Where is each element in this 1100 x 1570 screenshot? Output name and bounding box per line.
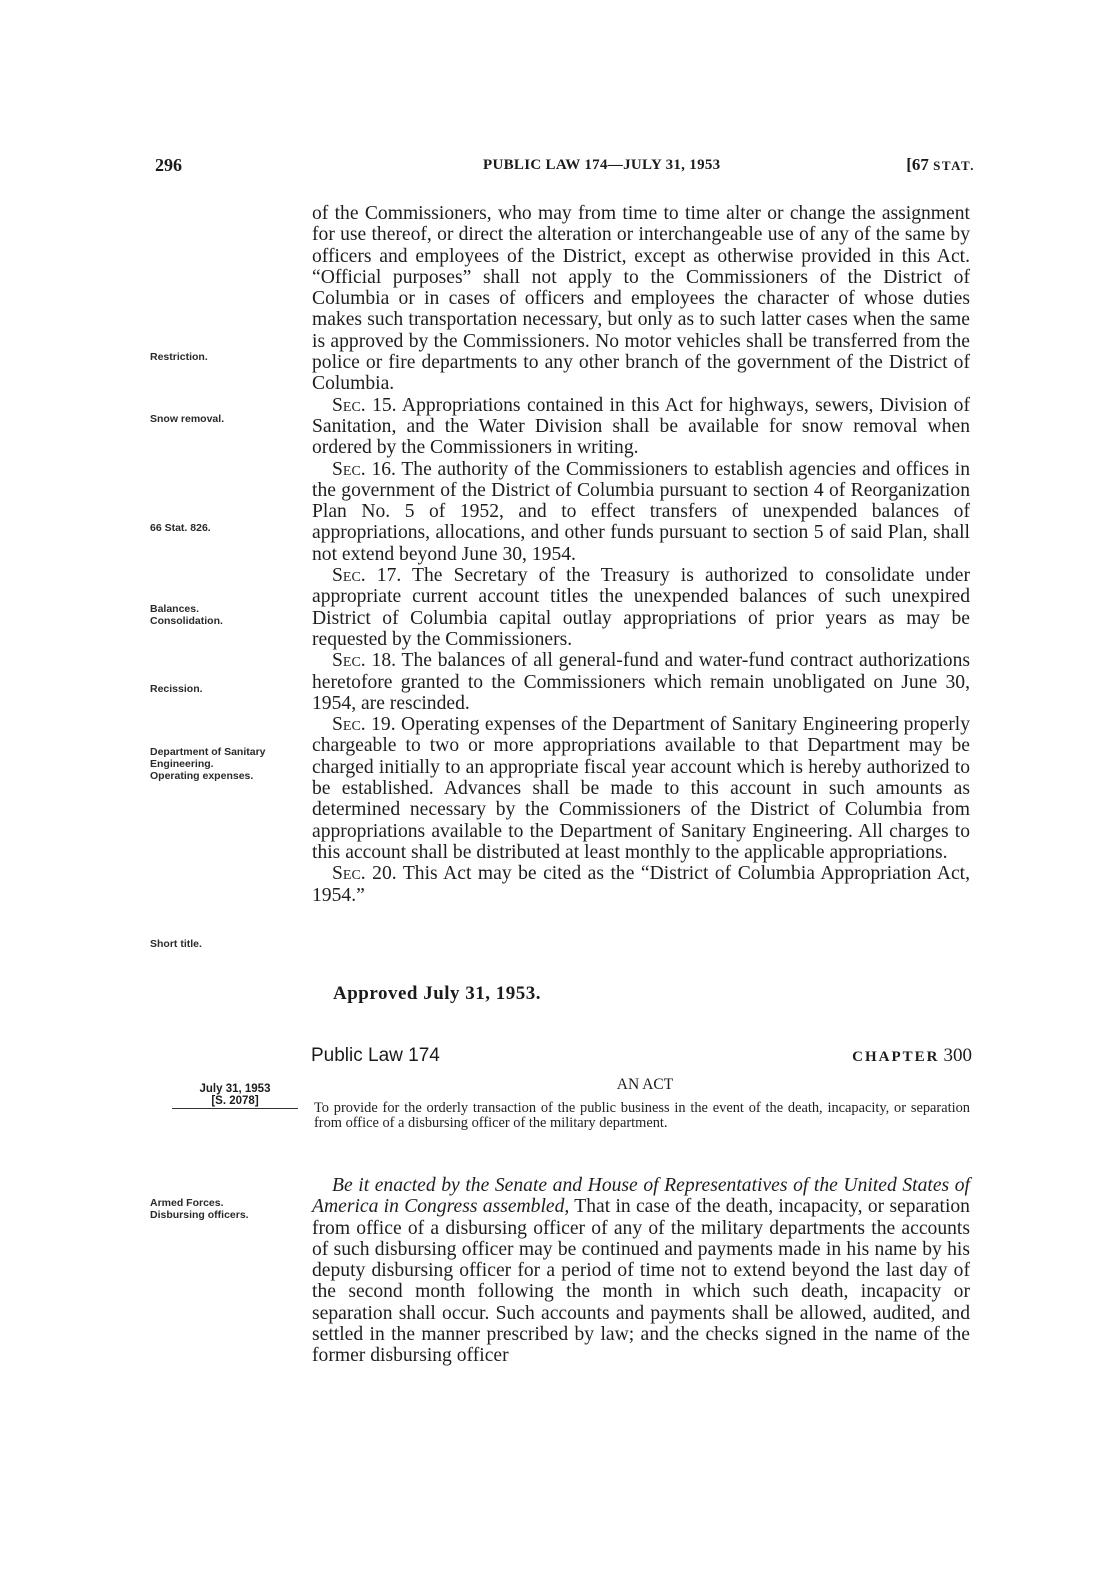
chapter-heading	[852, 1045, 972, 1067]
section-19-label: Sec. 19.	[332, 714, 396, 736]
margin-note-balances	[150, 603, 298, 627]
section-16-text: The authority of the Commissioners to establish agencies and offices in the government of the District of Columbia pursuant to section 4 of Reorganization Plan No. 5 of 1952, and to effect transfers of unexpended balances of appropriations, allocations, and other funds pursuant to section 5 of said Plan, shall not extend beyond June 30, 1954.	[312, 458, 971, 565]
section-20-label: Sec. 20.	[332, 863, 397, 885]
page-number: 296	[155, 155, 182, 175]
statute-reference	[906, 155, 975, 175]
running-header	[155, 155, 975, 179]
act-purpose	[314, 1101, 970, 1131]
enacting-text: That in case of the death, incapacity, or separation from office of a disbursing officer of any of the military departments the accounts of such disbursing officer may be continued and payments made in his name by his deputy disbursing officer for a period of time not to extend beyond the last day of the second month following the month in which such death, incapacity or separation shall occur. Such accounts and payments shall be allowed, audited, and settled in the manner prescribed by law; and the checks signed in the name of the former disbursing officer	[312, 1196, 970, 1367]
act-purpose-text: To provide for the orderly transaction of the public business in the event of the death, incapacity, or separation from office of a disbursing officer of the military department.	[314, 1100, 970, 1131]
bill-number: [S. 2078]	[211, 1095, 259, 1107]
margin-note-recission: Recission.	[150, 683, 203, 695]
margin-note-balances-line: Balances.	[150, 603, 200, 615]
enactment-date: July 31, 1953	[199, 1083, 271, 1095]
section-18-label: Sec. 18.	[332, 650, 397, 672]
section-15-text: Appropriations contained in this Act for highways, sewers, Division of Sanitation, and the Water Division shall be available for snow removal when ordered by the Commissioners in writing.	[312, 394, 971, 459]
public-law-title: Public Law 174	[311, 1045, 440, 1066]
margin-note-consolidation-line: Consolidation.	[150, 615, 223, 627]
section-17-text: The Secretary of the Treasury is authorized to consolidate under appropriate current account titles the unexpended balances of such unexpired District of Columbia capital outlay appropriations of prior years as may be requested by the Commissioners.	[312, 565, 971, 650]
margin-note-armed-forces	[150, 1197, 298, 1221]
running-title: PUBLIC LAW 174—JULY 31, 1953	[483, 157, 721, 173]
enacting-clause: Be it enacted by the Senate and House of Representatives of the United States of America in Congress assembled,	[312, 1175, 970, 1218]
section-17-label: Sec. 17.	[332, 565, 402, 587]
approval-line: Approved July 31, 1953.	[333, 983, 542, 1004]
section-19-text: Operating expenses of the Department of Sanitary Engineering properly chargeable to two or more appropriations available to that Department may be charged initially to an appropriate fiscal year account which is hereby authorized to be established. Advances shall be made to this account in such amounts as determined necessary by the Commissioners of the District of Columbia from appropriations available to the Department of Sanitary Engineering. All charges to this account shall be distributed at least monthly to the applicable appropriations.	[312, 714, 971, 863]
margin-note-operating-expenses: Operating expenses.	[150, 770, 254, 782]
continued-paragraph: of the Commissioners, who may from time to time alter or change the assignment for use thereof, or direct the alteration or interchangeable use of any of the same by officers and employees of the District, except as otherwise provided in this Act. “Official purposes” shall not apply to the Commissioners of the District of Columbia or in cases of officers and employees the character of whose duties makes such transportation necessary, but only as to such latter cases when the same is approved by the Commissioners. No motor vehicles shall be transferred from the police or fire departments to any other branch of the government of the District of Columbia.	[312, 203, 970, 395]
margin-note-dept-sanitary	[150, 746, 298, 782]
section-20	[312, 863, 970, 906]
section-16-label: Sec. 16.	[332, 458, 396, 480]
enactment-date-box	[172, 1083, 298, 1109]
statute-volume: [67	[906, 155, 934, 174]
section-15	[312, 395, 970, 459]
section-20-text: This Act may be cited as the “District of Columbia Appropriation Act, 1954.”	[312, 863, 971, 906]
margin-note-disbursing-officers: Disbursing officers.	[150, 1209, 249, 1221]
margin-note-restriction: Restriction.	[150, 351, 208, 363]
margin-note-stat-ref: 66 Stat. 826.	[150, 522, 211, 534]
new-act-text-block	[312, 1175, 970, 1367]
section-text-block	[312, 203, 970, 906]
section-18	[312, 650, 970, 714]
enacting-paragraph	[312, 1175, 970, 1367]
chapter-number: 300	[943, 1045, 972, 1066]
section-15-label: Sec. 15.	[332, 394, 397, 416]
margin-note-short-title: Short title.	[150, 938, 202, 950]
margin-note-snow-removal: Snow removal.	[150, 413, 225, 425]
section-17	[312, 565, 970, 650]
chapter-word: CHAPTER	[852, 1049, 940, 1065]
statute-word: STAT.	[933, 158, 975, 173]
margin-note-dept-sanitary-text: Department of Sanitary Engineering.	[150, 746, 266, 770]
section-18-text: The balances of all general-fund and water-fund contract authorizations heretofore granted to the Commissioners which remain unobligated on June 30, 1954, are rescinded.	[312, 650, 971, 714]
section-16	[312, 459, 970, 565]
margin-note-armed-forces-line: Armed Forces.	[150, 1197, 224, 1209]
an-act-heading: AN ACT	[616, 1076, 674, 1093]
section-19	[312, 714, 970, 863]
